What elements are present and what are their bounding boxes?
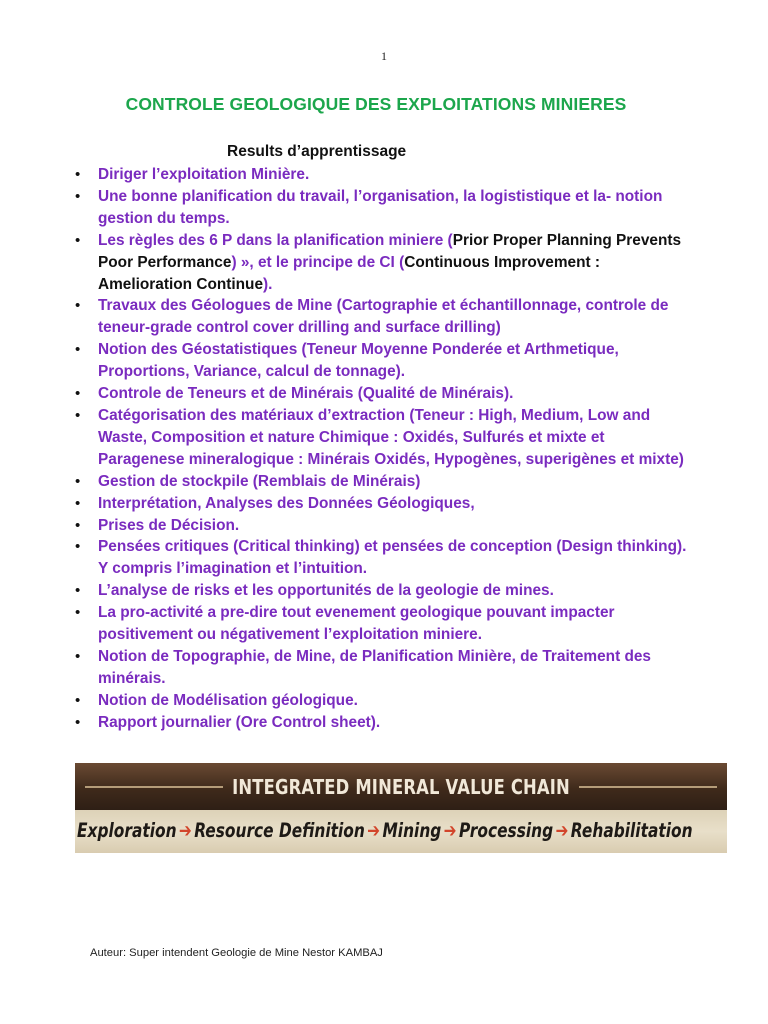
list-item: • Prises de Décision. — [74, 515, 694, 537]
list-item: • Diriger l’exploitation Minière. — [74, 164, 694, 186]
banner-chain-strip — [75, 810, 727, 853]
list-item: • Pensées critiques (Critical thinking) et pensées de conception (Design thinking). Y compris l’imagination et l’intuition. — [74, 536, 694, 580]
list-item: • Notion de Topographie, de Mine, de Planification Minière, de Traitement des minérais. — [74, 646, 694, 690]
list-item: • Rapport journalier (Ore Control sheet). — [74, 712, 694, 734]
arrow-right-icon: ➔ — [555, 819, 569, 842]
arrow-right-icon: ➔ — [443, 819, 457, 842]
divider — [85, 786, 223, 788]
highlight-6p: Prior Proper Planning Prevents Poor Performance — [98, 231, 682, 271]
step-resource-definition: Resource Definition — [194, 819, 365, 842]
banner-title: INTEGRATED MINERAL VALUE CHAIN — [232, 774, 570, 799]
list-item: • Catégorisation des matériaux d’extraction (Teneur : High, Medium, Low and Waste, Composition et nature Chimique : Oxidés, Sulfurés et mixte et Paragenese mineralogique : Minérais Oxidés, Hypogènes, superigènes et mixte) — [74, 405, 694, 471]
highlight-ci: Continuous Improvement : Amelioration Continue — [98, 253, 601, 293]
list-item: • Controle de Teneurs et de Minérais (Qualité de Minérais). — [74, 383, 694, 405]
step-exploration: Exploration — [77, 819, 177, 842]
item-text: Les règles des 6 P dans la planification miniere ( — [98, 231, 453, 249]
author-footer: Auteur: Super intendent Geologie de Mine Nestor KAMBAJ — [90, 947, 383, 959]
list-item: • Travaux des Géologues de Mine (Cartographie et échantillonnage, controle de teneur-grade control cover drilling and surface drilling) — [74, 295, 694, 339]
item-text: ) », et le principe de CI ( — [231, 253, 405, 271]
list-item: • La pro-activité a pre-dire tout evenement geologique pouvant impacter positivement ou négativement l’exploitation miniere. — [74, 602, 694, 646]
step-mining: Mining — [382, 819, 442, 842]
step-processing: Processing — [458, 819, 554, 842]
list-item: • L’analyse de risks et les opportunités de la geologie de mines. — [74, 580, 694, 602]
document-title: CONTROLE GEOLOGIQUE DES EXPLOITATIONS MINIERES — [125, 94, 627, 114]
banner-header — [75, 763, 727, 810]
step-rehabilitation: Rehabilitation — [570, 819, 693, 842]
value-chain-banner — [75, 763, 727, 853]
learning-outcomes-list — [74, 164, 694, 734]
list-item: • Gestion de stockpile (Remblais de Minérais) — [74, 471, 694, 493]
list-item: • Une bonne planification du travail, l’organisation, la logististique et la- notion gestion du temps. — [74, 186, 694, 230]
value-chain-steps — [77, 819, 693, 842]
list-item: • Notion des Géostatistiques (Teneur Moyenne Ponderée et Arthmetique, Proportions, Variance, calcul de tonnage). — [74, 339, 694, 383]
list-item: • Interprétation, Analyses des Données Géologiques, — [74, 493, 694, 515]
section-subtitle: Results d’apprentissage — [227, 143, 407, 160]
list-item — [74, 230, 694, 296]
page-number: 1 — [381, 49, 387, 63]
arrow-right-icon: ➔ — [178, 819, 192, 842]
item-text: ). — [263, 275, 273, 293]
list-item: • Notion de Modélisation géologique. — [74, 690, 694, 712]
arrow-right-icon: ➔ — [367, 819, 381, 842]
divider — [579, 786, 717, 788]
